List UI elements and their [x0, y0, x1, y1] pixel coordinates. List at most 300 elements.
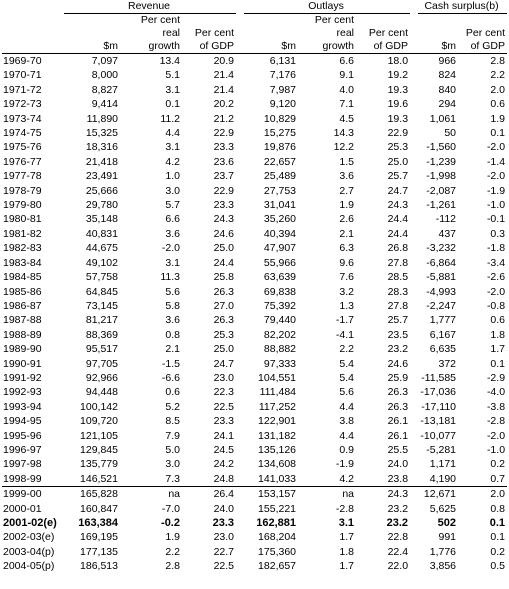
value-cell: 3.6 — [165, 314, 180, 327]
value-cell: 22.4 — [387, 545, 409, 558]
value-cell: 117,252 — [258, 400, 297, 413]
value-cell: 18.0 — [387, 55, 409, 67]
value-cell: 73,145 — [85, 299, 118, 312]
table-row — [2, 516, 507, 530]
value-cell: 0.2 — [490, 545, 506, 558]
value-cell: 23.3 — [212, 517, 235, 529]
table-row — [2, 457, 507, 471]
value-cell: 22.5 — [213, 400, 235, 413]
value-cell: 3,856 — [429, 560, 457, 573]
value-cell: 22.9 — [387, 127, 409, 140]
value-cell: 26.3 — [387, 386, 409, 399]
value-cell: 82,202 — [263, 328, 297, 341]
value-cell: 122,901 — [258, 415, 297, 428]
value-cell: -5,281 — [426, 443, 457, 456]
year-cell: 1971-72 — [3, 83, 42, 96]
value-cell: -0.2 — [161, 517, 180, 529]
value-cell: 294 — [438, 98, 457, 111]
value-cell: -3,232 — [426, 242, 457, 255]
value-cell: 24.4 — [387, 213, 409, 226]
value-cell: 163,384 — [78, 517, 118, 529]
table-row — [2, 270, 507, 284]
table-row — [2, 429, 507, 443]
value-cell: 372 — [438, 357, 457, 370]
value-cell: 7,176 — [269, 69, 297, 82]
value-cell: -4,993 — [426, 285, 457, 298]
value-cell: 4.4 — [339, 429, 355, 442]
value-cell: 1.8 — [339, 545, 355, 558]
value-cell: 35,260 — [263, 213, 297, 226]
value-cell: -2,087 — [426, 184, 457, 197]
value-cell: 11.2 — [160, 112, 180, 125]
value-cell: 15,325 — [85, 127, 118, 140]
value-cell: 18,316 — [85, 141, 118, 154]
value-cell: 24.6 — [213, 227, 235, 240]
value-cell: 63,639 — [263, 271, 297, 284]
year-cell: 1999-00 — [2, 487, 64, 502]
value-cell: 25.9 — [387, 371, 409, 384]
column-header: Per cent — [368, 27, 409, 39]
value-cell: 3.1 — [165, 256, 180, 269]
value-cell: -11,585 — [421, 371, 457, 384]
value-cell: 1.9 — [490, 112, 506, 125]
value-cell: 23.8 — [387, 472, 409, 485]
value-cell: 824 — [438, 69, 457, 82]
year-cell: 1990-91 — [3, 357, 42, 370]
value-cell: 64,845 — [85, 285, 118, 298]
value-cell: 25.0 — [213, 242, 235, 255]
value-cell: 25.8 — [213, 271, 235, 284]
column-header: real — [162, 27, 180, 39]
value-cell: 5.1 — [165, 69, 180, 82]
column-header: Per cent — [140, 14, 180, 26]
table-row — [2, 299, 507, 313]
value-cell: 92,966 — [85, 371, 118, 384]
table-row — [2, 502, 507, 516]
year-cell: 1973-74 — [3, 112, 42, 125]
value-cell: 1.9 — [339, 199, 355, 212]
value-cell: 79,440 — [263, 314, 297, 327]
value-cell: 0.7 — [490, 472, 506, 485]
value-cell: 31,041 — [263, 199, 297, 212]
value-cell: 168,204 — [258, 531, 297, 544]
value-cell: 8,827 — [91, 83, 118, 96]
value-cell: 26.1 — [387, 415, 409, 428]
table-row — [2, 400, 507, 414]
value-cell: 7,097 — [91, 55, 118, 67]
value-cell: 3.1 — [165, 83, 180, 96]
table-row — [2, 169, 507, 183]
value-cell: 95,517 — [85, 343, 118, 356]
value-cell: 6,167 — [429, 328, 457, 341]
value-cell: 109,720 — [80, 415, 118, 428]
value-cell: 1,061 — [429, 112, 457, 125]
column-header: growth — [120, 40, 182, 54]
value-cell: 14.3 — [333, 127, 355, 140]
value-cell: 40,831 — [85, 227, 118, 240]
value-cell: 26.4 — [182, 487, 236, 502]
value-cell: 4.5 — [339, 112, 355, 125]
value-cell: 24.8 — [213, 472, 235, 485]
value-cell: 1.3 — [339, 299, 355, 312]
value-cell: 0.1 — [490, 531, 506, 544]
value-cell: 9,120 — [269, 98, 297, 111]
year-cell: 1972-73 — [3, 98, 42, 111]
column-header — [182, 14, 236, 28]
column-header: $m — [244, 40, 298, 54]
value-cell: 4.0 — [339, 83, 355, 96]
value-cell: 7.1 — [339, 98, 355, 111]
value-cell: 23.6 — [213, 155, 235, 168]
value-cell: 3.6 — [339, 170, 355, 183]
value-cell: 169,195 — [80, 531, 118, 544]
table-row — [2, 342, 507, 356]
value-cell: 24.5 — [213, 443, 235, 456]
value-cell: 97,705 — [85, 357, 118, 370]
table-row — [2, 285, 507, 299]
value-cell: -1,560 — [426, 141, 457, 154]
column-header: of GDP — [458, 40, 507, 54]
value-cell: 1.9 — [165, 531, 180, 544]
column-header — [418, 27, 458, 40]
value-cell: -2.8 — [335, 502, 355, 515]
value-cell: 991 — [438, 531, 457, 544]
value-cell: 0.2 — [490, 458, 506, 471]
year-cell: 1988-89 — [3, 328, 42, 341]
year-cell: 1989-90 — [3, 343, 42, 356]
value-cell: 24.7 — [213, 357, 235, 370]
value-cell: 175,360 — [258, 545, 297, 558]
table-row — [2, 184, 507, 198]
year-cell: 1976-77 — [3, 155, 42, 168]
year-cell: 2003-04(p) — [3, 545, 55, 558]
table-row — [2, 155, 507, 169]
value-cell: 2.8 — [165, 560, 180, 573]
value-cell: 182,657 — [258, 560, 297, 573]
value-cell: 20.2 — [213, 98, 235, 111]
value-cell: -1.7 — [335, 314, 355, 327]
value-cell: 5.6 — [165, 285, 180, 298]
value-cell: 5.2 — [165, 400, 180, 413]
value-cell: 160,847 — [80, 502, 118, 515]
value-cell: 28.5 — [387, 271, 409, 284]
value-cell: 88,369 — [85, 328, 118, 341]
value-cell: -0.1 — [486, 213, 506, 226]
value-cell: 47,907 — [263, 242, 297, 255]
value-cell: 1,777 — [429, 314, 457, 327]
table-row — [2, 357, 507, 371]
table-row — [2, 97, 507, 111]
table-row — [2, 443, 507, 457]
value-cell: 3.1 — [165, 141, 180, 154]
column-header: $m — [418, 40, 458, 54]
value-cell: 0.8 — [165, 328, 180, 341]
value-cell: 24.0 — [387, 458, 409, 471]
value-cell: -2.0 — [486, 429, 506, 442]
table-row — [2, 545, 507, 559]
value-cell: -112 — [435, 213, 457, 226]
value-cell: 26.1 — [387, 429, 409, 442]
value-cell: 24.4 — [213, 256, 235, 269]
value-cell: 2.2 — [490, 69, 506, 82]
cash-surplus-group-header: Cash surplus(b) — [418, 0, 507, 14]
budget-aggregates-table — [2, 0, 507, 574]
value-cell: -2.0 — [486, 141, 506, 154]
value-cell: 21,418 — [85, 155, 118, 168]
column-header: Per cent — [465, 27, 506, 39]
value-cell: na — [120, 487, 182, 502]
value-cell: -6,864 — [426, 256, 457, 269]
value-cell: 162,881 — [256, 517, 297, 529]
table-row — [2, 472, 507, 487]
value-cell: 5.4 — [339, 357, 355, 370]
value-cell: 1.0 — [165, 170, 180, 183]
table-row — [2, 487, 507, 502]
value-cell: 135,126 — [258, 443, 297, 456]
value-cell: 22.7 — [213, 545, 235, 558]
value-cell: 141,033 — [258, 472, 297, 485]
year-cell: 2000-01 — [3, 502, 42, 515]
column-header: Per cent — [314, 14, 355, 26]
group-header-row — [2, 0, 507, 14]
value-cell: 22.9 — [213, 127, 235, 140]
value-cell: 6,635 — [429, 343, 457, 356]
value-cell: 24.2 — [213, 458, 235, 471]
table-body — [2, 54, 507, 574]
value-cell: 11.3 — [160, 271, 180, 284]
value-cell: 7.9 — [165, 429, 180, 442]
value-cell: 28.3 — [387, 285, 409, 298]
table-row — [2, 198, 507, 212]
value-cell: -2.9 — [486, 371, 506, 384]
value-cell: 2.1 — [165, 343, 180, 356]
value-cell: 2.0 — [490, 83, 506, 96]
value-cell: 23.3 — [213, 415, 235, 428]
value-cell: 19.3 — [387, 112, 409, 125]
value-cell: 21.4 — [213, 69, 235, 82]
value-cell: 22,657 — [263, 155, 297, 168]
value-cell: 23.7 — [213, 170, 235, 183]
value-cell: 111,484 — [259, 386, 297, 399]
value-cell: 104,551 — [258, 371, 297, 384]
value-cell: 155,221 — [258, 502, 297, 515]
value-cell: 25.3 — [387, 141, 409, 154]
value-cell: 7,987 — [269, 83, 297, 96]
value-cell: -1,998 — [426, 170, 457, 183]
column-header — [244, 27, 298, 40]
value-cell: 146,521 — [80, 472, 118, 485]
value-cell: 97,333 — [263, 357, 297, 370]
subheader-row-3 — [2, 40, 507, 54]
value-cell: 88,882 — [263, 343, 297, 356]
value-cell: 6.6 — [339, 55, 355, 67]
value-cell: 50 — [444, 127, 457, 140]
value-cell: 1.7 — [339, 531, 355, 544]
value-cell: 81,217 — [85, 314, 118, 327]
table-row — [2, 414, 507, 428]
value-cell: 22.8 — [387, 531, 409, 544]
value-cell: 22.9 — [213, 184, 235, 197]
value-cell: 20.9 — [213, 55, 235, 67]
value-cell: 21.4 — [213, 83, 235, 96]
value-cell: 23.0 — [213, 531, 235, 544]
table-row — [2, 227, 507, 241]
value-cell: 15,275 — [263, 127, 297, 140]
subheader-row-1 — [2, 14, 507, 28]
value-cell: -2.0 — [161, 242, 180, 255]
value-cell: 55,966 — [263, 256, 297, 269]
value-cell: 8,000 — [91, 69, 118, 82]
column-header: $m — [64, 40, 120, 54]
value-cell: 2.2 — [339, 343, 355, 356]
value-cell: 4.4 — [165, 127, 180, 140]
value-cell: 24.1 — [213, 429, 235, 442]
value-cell: 25.3 — [213, 328, 235, 341]
column-header — [64, 14, 120, 28]
value-cell: -1.5 — [161, 357, 180, 370]
year-cell: 2001-02(e) — [3, 517, 57, 529]
value-cell: 23.3 — [213, 199, 235, 212]
year-cell: 1994-95 — [3, 415, 42, 428]
column-header: Per cent — [194, 27, 235, 39]
value-cell: 24.3 — [213, 213, 235, 226]
table-row — [2, 559, 507, 573]
value-cell: 94,448 — [85, 386, 118, 399]
value-cell: 3.0 — [165, 458, 180, 471]
value-cell: -1.0 — [486, 199, 506, 212]
value-cell: 24.6 — [387, 357, 409, 370]
value-cell: 4.2 — [165, 155, 180, 168]
value-cell: 27.8 — [387, 299, 409, 312]
table-row — [2, 54, 507, 69]
value-cell: 5.8 — [165, 299, 180, 312]
value-cell: 0.5 — [490, 560, 506, 573]
value-cell: 24.4 — [387, 227, 409, 240]
value-cell: 5.7 — [165, 199, 180, 212]
value-cell: 177,135 — [80, 545, 118, 558]
column-header — [458, 14, 507, 28]
column-header: of GDP — [182, 40, 236, 54]
value-cell: -1,261 — [426, 199, 457, 212]
value-cell: 23.3 — [213, 141, 235, 154]
year-cell: 1996-97 — [3, 443, 42, 456]
table-row — [2, 112, 507, 126]
value-cell: 121,105 — [80, 429, 118, 442]
value-cell: na — [298, 487, 356, 502]
value-cell: 1.8 — [490, 328, 506, 341]
value-cell: 29,780 — [85, 199, 118, 212]
value-cell: 19.3 — [387, 83, 409, 96]
value-cell: -3.8 — [486, 400, 506, 413]
table-row — [2, 530, 507, 544]
year-cell: 1993-94 — [3, 400, 42, 413]
year-cell: 1995-96 — [3, 429, 42, 442]
value-cell: 3.2 — [339, 285, 355, 298]
column-header: real — [336, 27, 355, 39]
table-row — [2, 212, 507, 226]
value-cell: 27,753 — [263, 184, 297, 197]
value-cell: -4.1 — [335, 328, 355, 341]
value-cell: 13.4 — [159, 55, 180, 67]
value-cell: 0.8 — [490, 502, 506, 515]
year-cell: 1969-70 — [3, 55, 42, 67]
value-cell: 3.6 — [165, 227, 180, 240]
value-cell: 75,392 — [263, 299, 297, 312]
value-cell: 5,625 — [429, 502, 457, 515]
subheader-row-2 — [2, 27, 507, 40]
year-cell: 1986-87 — [3, 299, 42, 312]
value-cell: 69,838 — [263, 285, 297, 298]
value-cell: 0.1 — [165, 98, 180, 111]
year-cell: 1982-83 — [3, 242, 42, 255]
column-header — [418, 14, 458, 28]
value-cell: 23.2 — [386, 517, 409, 529]
column-header: growth — [298, 40, 356, 54]
year-cell: 1981-82 — [3, 227, 42, 240]
value-cell: 12,671 — [418, 487, 458, 502]
value-cell: 10,829 — [263, 112, 297, 125]
value-cell: -13,181 — [420, 415, 457, 428]
table-row — [2, 126, 507, 140]
outlays-group-header: Outlays — [244, 0, 410, 14]
value-cell: 5.4 — [339, 371, 355, 384]
value-cell: 24.3 — [387, 199, 409, 212]
value-cell: -17,110 — [421, 400, 457, 413]
value-cell: 1.7 — [339, 560, 355, 573]
value-cell: -0.8 — [486, 299, 506, 312]
year-cell: 1984-85 — [3, 271, 42, 284]
value-cell: 26.3 — [213, 314, 235, 327]
value-cell: 11,890 — [86, 112, 118, 125]
value-cell: 26.8 — [387, 242, 409, 255]
value-cell: 165,828 — [64, 487, 120, 502]
value-cell: 4,190 — [429, 472, 457, 485]
value-cell: 100,142 — [80, 400, 118, 413]
value-cell: -2.0 — [486, 285, 506, 298]
value-cell: 21.2 — [213, 112, 235, 125]
value-cell: 57,758 — [85, 271, 118, 284]
value-cell: 153,157 — [244, 487, 298, 502]
value-cell: 2.1 — [339, 227, 355, 240]
value-cell: 8.5 — [165, 415, 180, 428]
revenue-group-header: Revenue — [64, 0, 236, 14]
table-row — [2, 140, 507, 154]
table-row — [2, 83, 507, 97]
value-cell: -1.9 — [486, 184, 506, 197]
year-cell: 1997-98 — [3, 458, 42, 471]
value-cell: 27.8 — [387, 256, 409, 269]
column-header — [356, 14, 410, 28]
value-cell: 966 — [438, 55, 457, 67]
value-cell: 26.3 — [213, 285, 235, 298]
value-cell: 7.6 — [339, 271, 355, 284]
value-cell: 1.5 — [339, 155, 355, 168]
value-cell: 3.1 — [338, 517, 355, 529]
table-row — [2, 256, 507, 270]
value-cell: 26.3 — [387, 400, 409, 413]
value-cell: 131,182 — [258, 429, 297, 442]
value-cell: 2.7 — [339, 184, 355, 197]
value-cell: -7.0 — [161, 502, 180, 515]
value-cell: -4.0 — [486, 386, 506, 399]
value-cell: 25.0 — [213, 343, 235, 356]
value-cell: 1,171 — [429, 458, 457, 471]
value-cell: -17,036 — [420, 386, 457, 399]
value-cell: 23.2 — [387, 343, 409, 356]
value-cell: 24.0 — [213, 502, 235, 515]
year-cell: 1979-80 — [3, 199, 42, 212]
column-header: of GDP — [356, 40, 410, 54]
